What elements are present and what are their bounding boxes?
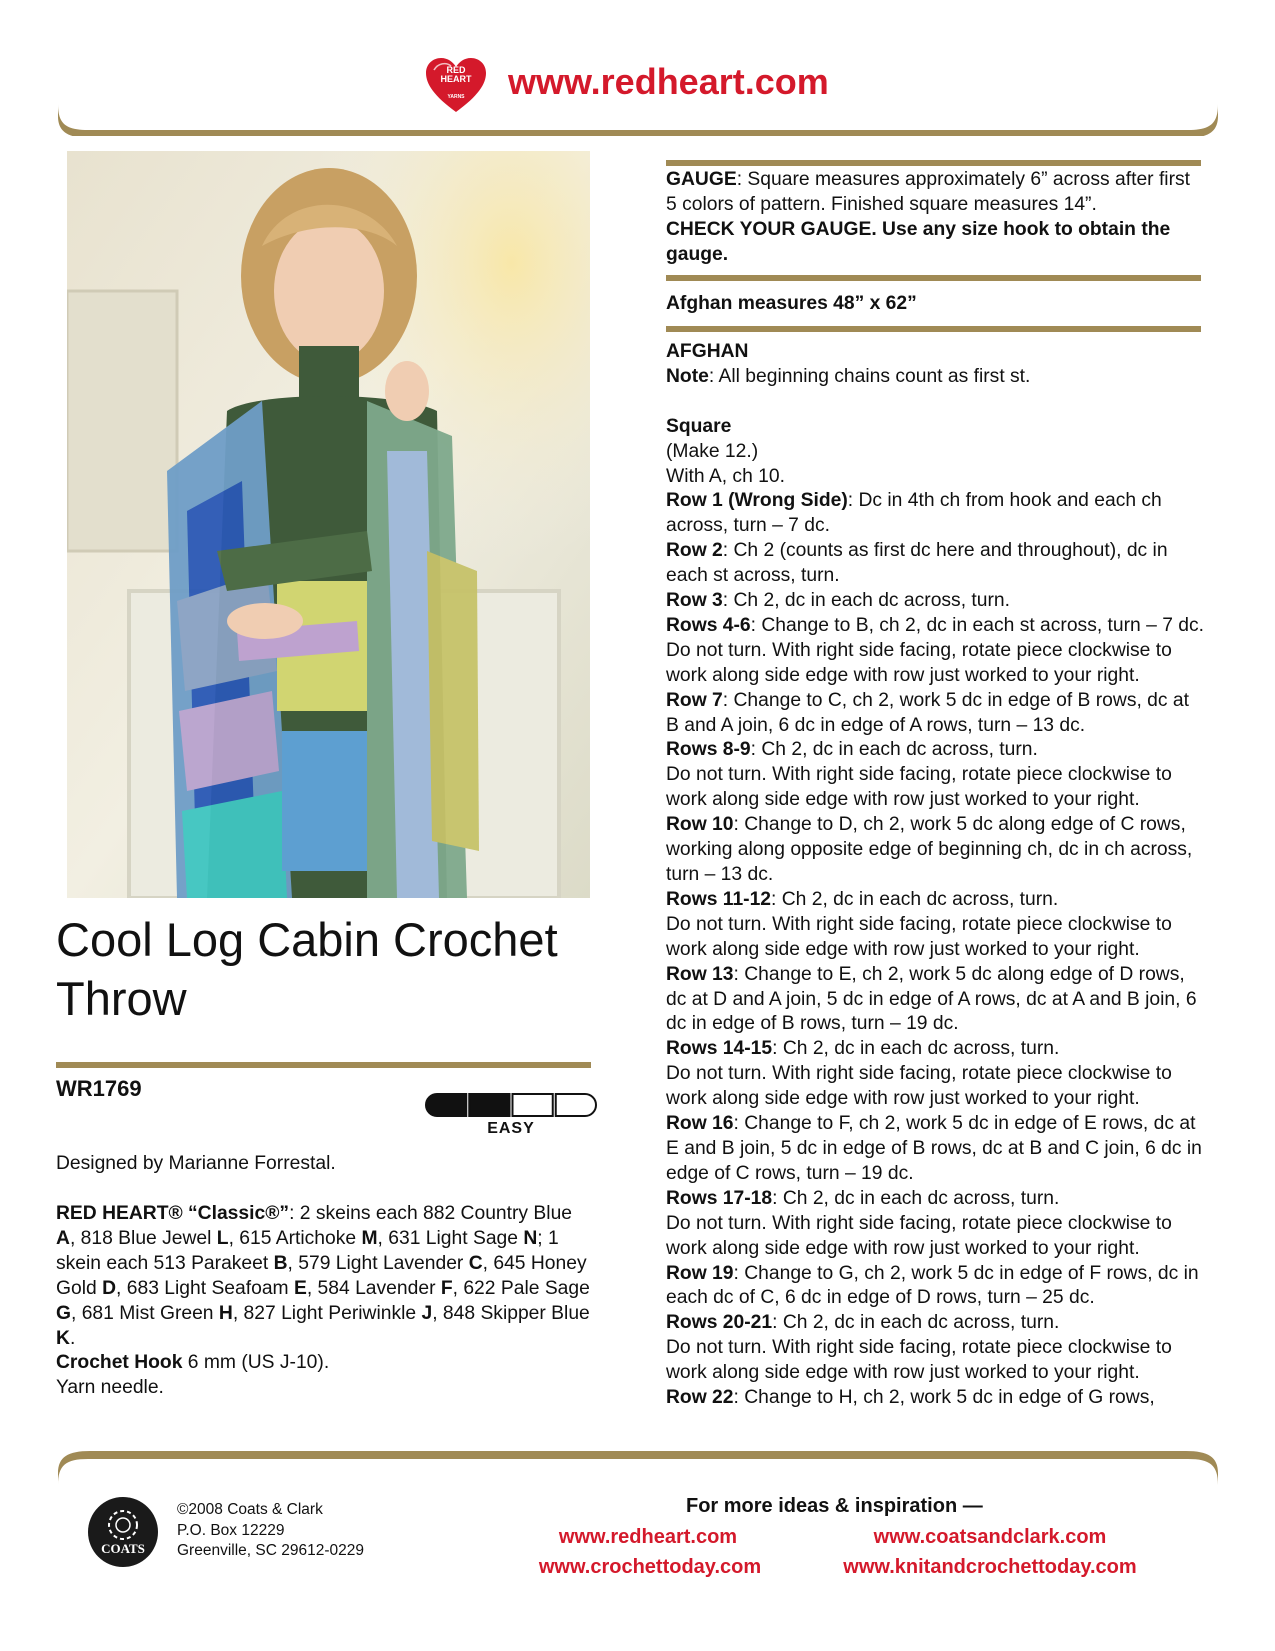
afghan-measure <box>666 292 1206 317</box>
skill-segment <box>469 1094 509 1116</box>
row-text: : Change to B, ch 2, dc in each st across, turn – 7 dc. <box>750 614 1205 636</box>
instruction-row <box>666 1037 1206 1062</box>
instruction-row <box>666 589 1206 614</box>
row-list <box>666 489 1206 1411</box>
color-letter: E <box>293 1277 307 1299</box>
row-label: Row 2 <box>666 540 723 562</box>
instruction-row <box>666 1262 1206 1312</box>
materials-text: ; 1 skein each 513 Parakeet <box>56 1227 559 1274</box>
product-photo <box>67 151 590 898</box>
instruction-row <box>666 1386 1206 1411</box>
materials-text: , 645 Honey Gold <box>56 1252 587 1299</box>
row-text: : Change to H, ch 2, work 5 dc in edge of G rows, <box>733 1387 1155 1409</box>
skill-level-indicator <box>425 1093 597 1117</box>
instruction-row <box>666 1336 1206 1386</box>
logo-line-1: RED <box>446 65 466 75</box>
row-text: Do not turn. With right side facing, rotate piece clockwise to work along side edge with row just worked to your right. <box>666 764 1172 811</box>
copyright: ©2008 Coats & Clark <box>177 1501 323 1518</box>
instruction-row <box>666 1112 1206 1187</box>
row-label: Row 7 <box>666 689 723 711</box>
row-label: Rows 8-9 <box>666 739 751 761</box>
header-swoosh <box>58 104 1218 136</box>
footer-link-crochettoday[interactable]: www.crochettoday.com <box>538 1556 762 1578</box>
color-letter: H <box>218 1302 233 1324</box>
instruction-row <box>666 1212 1206 1262</box>
header-website-link[interactable]: www.redheart.com <box>508 61 829 102</box>
skill-segment <box>426 1094 466 1116</box>
designer-credit: Designed by Marianne Forrestal. <box>56 1153 336 1174</box>
color-letter: K <box>56 1327 70 1349</box>
start-instruction: With A, ch 10. <box>666 465 785 487</box>
materials-text: : 2 skeins each 882 Country Blue <box>289 1203 573 1224</box>
row-text: Do not turn. With right side facing, rotate piece clockwise to work along side edge with row just worked to your right. <box>666 1212 1172 1259</box>
instruction-row <box>666 1311 1206 1336</box>
row-text: : Ch 2, dc in each dc across, turn. <box>771 888 1059 910</box>
row-text: : Ch 2, dc in each dc across, turn. <box>722 590 1010 612</box>
square-heading: Square <box>666 415 732 437</box>
color-letter: D <box>102 1277 117 1299</box>
materials-text: , 622 Pale Sage <box>452 1277 590 1299</box>
row-label: Rows 14-15 <box>666 1038 773 1060</box>
row-text: Do not turn. With right side facing, rotate piece clockwise to work along side edge with row just worked to your right. <box>666 913 1172 960</box>
row-text: : Change to C, ch 2, work 5 dc in edge of B rows, dc at B and A join, 6 dc in edge of A rows, turn – 13 dc. <box>666 689 1189 736</box>
hook-label: Crochet Hook <box>56 1352 183 1374</box>
page-title: Cool Log Cabin Crochet Throw <box>56 913 558 1025</box>
yarn-brand: RED HEART® “Classic®” <box>56 1203 290 1224</box>
row-label: Row 13 <box>666 963 734 985</box>
logo-line-3: YARNS <box>447 94 465 100</box>
row-text: : Ch 2 (counts as first dc here and throughout), dc in each st across, turn. <box>666 540 1168 587</box>
instruction-row <box>666 913 1206 963</box>
materials-text: , 848 Skipper Blue <box>432 1302 590 1324</box>
materials-text: , 631 Light Sage <box>377 1227 524 1249</box>
gauge-top-rule <box>666 160 1201 166</box>
instruction-row <box>666 1187 1206 1212</box>
row-text: : Dc in 4th ch from hook and each ch across, turn – 7 dc. <box>666 490 1162 537</box>
gauge-label: GAUGE <box>666 169 737 190</box>
row-text: Do not turn. With right side facing, rotate piece clockwise to work along side edge with row just worked to your right. <box>666 1337 1172 1384</box>
inspiration-heading: For more ideas & inspiration — <box>686 1495 983 1517</box>
row-text: : Change to G, ch 2, work 5 dc in edge of F rows, dc in each dc of C, 6 dc in edge of D rows, turn – 25 dc. <box>666 1262 1199 1309</box>
color-letter: B <box>273 1252 288 1274</box>
row-label: Row 22 <box>666 1387 734 1409</box>
gauge-section <box>666 168 1206 268</box>
row-label: Row 16 <box>666 1113 734 1135</box>
gauge-check: CHECK YOUR GAUGE. Use any size hook to obtain the gauge. <box>666 218 1171 265</box>
afghan-heading: AFGHAN <box>666 341 749 362</box>
title-divider <box>56 1062 591 1068</box>
materials-text: , 584 Lavender <box>306 1277 441 1299</box>
row-text: : Change to E, ch 2, work 5 dc along edge of D rows, dc at D and A join, 5 dc in edge of A rows, dc at A and B join, 6 dc in edge of B rows, turn – 19 dc. <box>666 963 1197 1035</box>
row-label: Row 19 <box>666 1262 734 1284</box>
color-letter: M <box>361 1227 378 1249</box>
color-letter: F <box>440 1277 453 1299</box>
hook-value: 6 mm (US J-10). <box>182 1352 330 1374</box>
materials-text: , 683 Light Seafoam <box>116 1277 294 1299</box>
gauge-bottom-rule <box>666 275 1201 281</box>
row-label: Rows 4-6 <box>666 614 751 636</box>
materials-text: , 818 Blue Jewel <box>69 1227 217 1249</box>
row-label: Rows 20-21 <box>666 1312 773 1334</box>
row-text: : Ch 2, dc in each dc across, turn. <box>772 1187 1060 1209</box>
header <box>0 0 1275 140</box>
measure-rule <box>666 326 1201 332</box>
materials <box>56 1202 596 1401</box>
row-label: Row 1 (Wrong Side) <box>666 490 848 512</box>
color-letter: C <box>468 1252 483 1274</box>
coats-logo[interactable] <box>88 1497 158 1567</box>
materials-text: , 615 Artichoke <box>228 1227 362 1249</box>
make-count: (Make 12.) <box>666 440 759 462</box>
measure-text: Afghan measures 48” x 62” <box>666 293 917 314</box>
color-letter: A <box>56 1227 70 1249</box>
instruction-row <box>666 1062 1206 1112</box>
instruction-row <box>666 489 1206 539</box>
instruction-row <box>666 539 1206 589</box>
footer-link-coatsandclark[interactable]: www.coatsandclark.com <box>873 1526 1107 1548</box>
row-label: Row 10 <box>666 814 734 836</box>
row-text: : Change to F, ch 2, work 5 dc in edge of E rows, dc at E and B join, 5 dc in edge of B rows, dc at B and C join, 6 dc in edge of C rows, turn – 19 dc. <box>666 1113 1202 1184</box>
materials-text: , 827 Light Periwinkle <box>232 1302 422 1324</box>
city: Greenville, SC 29612-0229 <box>177 1542 364 1559</box>
po-box: P.O. Box 12229 <box>177 1521 285 1539</box>
footer-swoosh <box>58 1451 1218 1485</box>
row-label: Rows 17-18 <box>666 1187 773 1209</box>
logo-line-2: HEART <box>440 74 472 84</box>
row-label: Row 3 <box>666 590 723 612</box>
materials-text: , 681 Mist Green <box>71 1302 219 1324</box>
instruction-row <box>666 614 1206 639</box>
company-address <box>177 1500 364 1562</box>
color-letter: G <box>56 1302 71 1324</box>
materials-text: , 579 Light Lavender <box>287 1252 469 1274</box>
gauge-text: : Square measures approximately 6” across after first 5 colors of pattern. Finished square measures 14”. <box>666 169 1191 215</box>
footer-link-redheart[interactable]: www.redheart.com <box>558 1526 738 1548</box>
footer-link-knitandcrochettoday[interactable]: www.knitandcrochettoday.com <box>843 1556 1137 1578</box>
coats-logo-text: COATS <box>101 1541 145 1556</box>
color-letter: N <box>523 1227 538 1249</box>
needle-text: Yarn needle. <box>56 1377 164 1399</box>
row-text: : Ch 2, dc in each dc across, turn. <box>772 1038 1060 1060</box>
row-label: Rows 11-12 <box>666 888 772 910</box>
pattern-code: WR1769 <box>56 1076 142 1101</box>
skill-segment <box>513 1094 553 1116</box>
color-letter: L <box>216 1227 229 1249</box>
materials-text: . <box>69 1327 76 1349</box>
instruction-row <box>666 639 1206 689</box>
skill-level-label: EASY <box>487 1120 535 1137</box>
row-text: Do not turn. With right side facing, rotate piece clockwise to work along side edge with row just worked to your right. <box>666 639 1172 686</box>
instruction-row <box>666 763 1206 813</box>
row-text: : Ch 2, dc in each dc across, turn. <box>772 1312 1060 1334</box>
note-text: : All beginning chains count as first st. <box>708 365 1031 387</box>
afghan-instructions <box>666 340 1206 1411</box>
instruction-row <box>666 963 1206 1038</box>
instruction-row <box>666 689 1206 739</box>
skill-segment <box>556 1094 596 1116</box>
row-text: : Ch 2, dc in each dc across, turn. <box>750 739 1038 761</box>
instruction-row <box>666 738 1206 763</box>
instruction-row <box>666 888 1206 913</box>
color-letter: J <box>421 1302 433 1324</box>
note-label: Note <box>666 365 709 387</box>
row-text: Do not turn. With right side facing, rotate piece clockwise to work along side edge with row just worked to your right. <box>666 1063 1172 1110</box>
instruction-row <box>666 813 1206 888</box>
row-text: : Change to D, ch 2, work 5 dc along edge of C rows, working along opposite edge of beginning ch, dc in ch across, turn – 13 dc. <box>666 814 1193 886</box>
